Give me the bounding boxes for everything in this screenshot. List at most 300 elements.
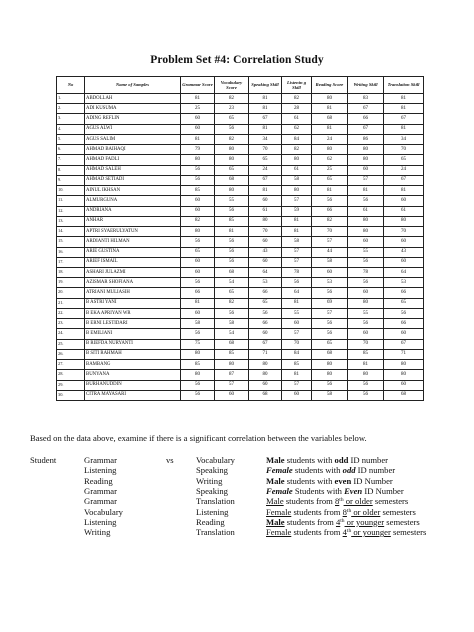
cell-vocabulary: 56 [215, 206, 249, 216]
cell-listening: 78 [282, 267, 312, 277]
cell-speaking: 70 [249, 227, 282, 237]
cell-name: BAMBANG [85, 360, 181, 370]
cell-reading: 69 [312, 298, 348, 308]
condition-suffix: ID number [348, 455, 389, 465]
cell-grammar: 82 [181, 216, 215, 226]
cell-name: ADING REFLIN [85, 114, 181, 124]
cell-reading: 53 [312, 278, 348, 288]
document-title: Problem Set #4: Correlation Study [150, 54, 324, 66]
cell-grammar: 65 [181, 247, 215, 257]
cell-name: APTRI SYAERULYATUN [85, 227, 181, 237]
cell-no: 29. [57, 380, 85, 390]
cell-listening: 81 [282, 370, 312, 380]
cell-no: 4. [57, 124, 85, 134]
cell-name: ABDOLLAH [85, 94, 181, 104]
cell-reading: 82 [312, 216, 348, 226]
cell-listening: 80 [282, 186, 312, 196]
condition-text: students with [292, 465, 343, 476]
cell-vocabulary: 56 [215, 308, 249, 318]
cell-translation: 81 [384, 104, 424, 114]
pair-condition [266, 517, 420, 527]
cell-no: 23. [57, 319, 85, 329]
cell-translation: 65 [384, 298, 424, 308]
cell-reading: 81 [312, 104, 348, 114]
cell-reading: 81 [312, 186, 348, 196]
cell-grammar: 60 [181, 308, 215, 318]
cell-no: 8. [57, 165, 85, 175]
cell-no: 21. [57, 298, 85, 308]
cell-name: AGUS SALIM [85, 134, 181, 144]
cell-translation: 80 [384, 360, 424, 370]
condition-parity: odd [334, 455, 349, 465]
pair-row [30, 517, 450, 527]
cell-grammar: 56 [181, 380, 215, 390]
header-reading: Reading Score [312, 77, 348, 94]
cell-reading: 57 [312, 308, 348, 318]
cell-writing: 60 [348, 237, 384, 247]
cell-vocabulary: 54 [215, 329, 249, 339]
header-name: Name of Samples [85, 77, 181, 94]
cell-vocabulary: 54 [215, 278, 249, 288]
cell-no: 11. [57, 196, 85, 206]
cell-translation: 61 [384, 206, 424, 216]
cell-translation: 67 [384, 175, 424, 185]
cell-listening: 57 [282, 247, 312, 257]
cell-grammar: 60 [181, 196, 215, 206]
cell-listening: 57 [282, 257, 312, 267]
cell-speaking: 60 [249, 237, 282, 247]
cell-writing: 86 [348, 134, 384, 144]
cell-reading: 56 [312, 196, 348, 206]
condition-suffix: ID number [355, 465, 396, 476]
header-speaking: Speaking Skill [249, 77, 282, 94]
cell-listening: 61 [282, 114, 312, 124]
condition-suffix: semesters [380, 506, 416, 517]
cell-grammar: 79 [181, 145, 215, 155]
cell-no: 18. [57, 267, 85, 277]
cell-vocabulary: 85 [215, 349, 249, 359]
cell-writing: 85 [348, 349, 384, 359]
table-row [57, 370, 424, 380]
table-row [57, 247, 424, 257]
pair-row [30, 486, 450, 496]
cell-listening: 61 [282, 165, 312, 175]
cell-reading: 70 [312, 227, 348, 237]
cell-listening: 81 [282, 216, 312, 226]
table-row [57, 94, 424, 104]
cell-speaking: 71 [249, 349, 282, 359]
table-row [57, 206, 424, 216]
cell-grammar: 56 [181, 329, 215, 339]
condition-gender: Male [266, 475, 285, 486]
cell-vocabulary: 56 [215, 124, 249, 134]
pair-variable-1: Grammar [84, 455, 117, 465]
cell-reading: 80 [312, 370, 348, 380]
condition-ordinal: th [346, 507, 352, 514]
cell-vocabulary: 68 [215, 267, 249, 277]
cell-no: 13. [57, 216, 85, 226]
condition-parity: even [334, 475, 352, 486]
cell-no: 6. [57, 145, 85, 155]
table-row [57, 329, 424, 339]
condition-text: students with [284, 455, 335, 465]
cell-translation: 71 [384, 349, 424, 359]
cell-speaking: 66 [249, 288, 282, 298]
pair-variable-1: Listening [84, 465, 117, 476]
cell-vocabulary: 82 [215, 134, 249, 144]
cell-writing: 61 [348, 206, 384, 216]
pair-condition [266, 507, 416, 517]
cell-listening: 82 [282, 94, 312, 104]
cell-translation: 60 [384, 196, 424, 206]
cell-no: 24. [57, 329, 85, 339]
table-row [57, 380, 424, 390]
cell-name: B RIEFDA NURYANTI [85, 339, 181, 349]
condition-ordinal: th [339, 497, 344, 504]
cell-writing: 67 [348, 104, 384, 114]
cell-listening: 58 [282, 175, 312, 185]
pair-condition [266, 486, 404, 496]
cell-grammar: 60 [181, 124, 215, 134]
pair-row [30, 527, 450, 537]
pair-variable-2: Translation [196, 496, 235, 507]
table-row [57, 319, 424, 329]
cell-listening: 57 [282, 380, 312, 390]
cell-grammar: 80 [181, 370, 215, 380]
cell-writing: 55 [348, 247, 384, 257]
cell-listening: 59 [282, 206, 312, 216]
cell-writing: 56 [348, 196, 384, 206]
pair-condition [266, 455, 388, 465]
condition-gender: Female [266, 485, 293, 496]
header-translation: Translation Skill [384, 77, 424, 94]
cell-translation: 68 [384, 390, 424, 400]
cell-name: B SITI RAHMAH [85, 349, 181, 359]
cell-speaking: 81 [249, 104, 282, 114]
cell-grammar: 80 [181, 349, 215, 359]
pair-variable-1: Grammar [84, 485, 117, 496]
cell-reading: 56 [312, 329, 348, 339]
cell-translation: 81 [384, 94, 424, 104]
cell-grammar: 56 [181, 390, 215, 400]
pair-condition [266, 496, 408, 506]
cell-grammar: 85 [181, 360, 215, 370]
cell-no: 3. [57, 114, 85, 124]
cell-name: ATRIANI MULIASIH [85, 288, 181, 298]
table-row [57, 216, 424, 226]
cell-listening: 58 [282, 237, 312, 247]
table-row [57, 267, 424, 277]
cell-speaking: 66 [249, 319, 282, 329]
cell-speaking: 80 [249, 370, 282, 380]
condition-suffix: semesters [390, 527, 427, 538]
cell-speaking: 53 [249, 278, 282, 288]
condition-gender: Female [266, 527, 292, 538]
cell-vocabulary: 56 [215, 237, 249, 247]
cell-no: 10. [57, 186, 85, 196]
cell-reading: 56 [312, 380, 348, 390]
condition-range: or younger [351, 527, 391, 538]
cell-reading: 68 [312, 114, 348, 124]
header-listening: Listenin g Skill [282, 77, 312, 94]
cell-speaking: 70 [249, 145, 282, 155]
cell-name: B ASTRI YANI [85, 298, 181, 308]
cell-translation: 67 [384, 339, 424, 349]
condition-semester-number: 8 [335, 496, 340, 507]
table-row [57, 288, 424, 298]
cell-name: ASHARI JULAZMI [85, 267, 181, 277]
cell-translation: 43 [384, 247, 424, 257]
condition-text: students from [284, 516, 336, 527]
pair-variable-1: Writing [84, 527, 111, 538]
cell-reading: 44 [312, 247, 348, 257]
table-body [57, 94, 424, 401]
cell-reading: 68 [312, 349, 348, 359]
condition-ordinal: th [346, 528, 352, 535]
cell-translation: 65 [384, 155, 424, 165]
pair-variable-1: Vocabulary [84, 506, 123, 517]
cell-vocabulary: 57 [215, 380, 249, 390]
condition-gender: Male [266, 455, 285, 465]
cell-listening: 55 [282, 308, 312, 318]
condition-suffix: ID Number [362, 485, 404, 496]
table-row [57, 134, 424, 144]
header-no: No [57, 77, 85, 94]
condition-range: or older [343, 496, 373, 507]
table-row [57, 298, 424, 308]
cell-grammar: 56 [181, 165, 215, 175]
cell-grammar: 81 [181, 298, 215, 308]
table-row [57, 257, 424, 267]
condition-semester-number: 4 [335, 516, 341, 527]
cell-reading: 81 [312, 124, 348, 134]
cell-grammar: 56 [181, 175, 215, 185]
cell-speaking: 60 [249, 329, 282, 339]
cell-no: 12. [57, 206, 85, 216]
cell-speaking: 60 [249, 196, 282, 206]
cell-listening: 57 [282, 196, 312, 206]
header-grammar: Grammar Score [181, 77, 215, 94]
cell-vocabulary: 80 [215, 155, 249, 165]
cell-name: ARIE GUSTINA [85, 247, 181, 257]
table-row [57, 155, 424, 165]
cell-listening: 70 [282, 339, 312, 349]
pair-row [30, 496, 450, 506]
cell-vocabulary: 80 [215, 145, 249, 155]
pair-variable-2: Writing [196, 475, 223, 486]
cell-no: 14. [57, 227, 85, 237]
cell-translation: 56 [384, 308, 424, 318]
cell-writing: 56 [348, 278, 384, 288]
cell-speaking: 80 [249, 360, 282, 370]
cell-writing: 80 [348, 227, 384, 237]
cell-speaking: 43 [249, 247, 282, 257]
cell-no: 27. [57, 360, 85, 370]
pair-variable-2: Vocabulary [196, 455, 235, 465]
pair-row [30, 465, 450, 475]
cell-no: 1. [57, 94, 85, 104]
cell-speaking: 65 [249, 155, 282, 165]
cell-name: ADI KUSUMA [85, 104, 181, 114]
cell-grammar: 58 [181, 319, 215, 329]
pairs-label: Student [30, 455, 57, 465]
cell-no: 17. [57, 257, 85, 267]
cell-name: AHMAD FADLI [85, 155, 181, 165]
cell-writing: 80 [348, 216, 384, 226]
header-writing: Writing Skill [348, 77, 384, 94]
cell-speaking: 80 [249, 216, 282, 226]
cell-no: 28. [57, 370, 85, 380]
cell-name: ANHAR [85, 216, 181, 226]
cell-translation: 70 [384, 145, 424, 155]
cell-speaking: 61 [249, 206, 282, 216]
cell-translation: 66 [384, 319, 424, 329]
cell-listening: 28 [282, 104, 312, 114]
cell-no: 22. [57, 308, 85, 318]
table-row [57, 175, 424, 185]
cell-no: 20. [57, 288, 85, 298]
cell-speaking: 81 [249, 94, 282, 104]
cell-vocabulary: 68 [215, 339, 249, 349]
cell-writing: 60 [348, 329, 384, 339]
cell-no: 16. [57, 247, 85, 257]
table-row [57, 278, 424, 288]
cell-speaking: 81 [249, 186, 282, 196]
cell-speaking: 67 [249, 339, 282, 349]
cell-writing: 56 [348, 319, 384, 329]
cell-grammar: 81 [181, 94, 215, 104]
cell-vocabulary: 23 [215, 104, 249, 114]
cell-translation: 34 [384, 134, 424, 144]
condition-text: students from [291, 527, 343, 538]
cell-vocabulary: 65 [215, 165, 249, 175]
cell-reading: 65 [312, 175, 348, 185]
cell-grammar: 66 [181, 288, 215, 298]
cell-name: ARIEF ISMAIL [85, 257, 181, 267]
cell-speaking: 67 [249, 175, 282, 185]
cell-name: AINUL IKHSAN [85, 186, 181, 196]
cell-reading: 58 [312, 390, 348, 400]
cell-listening: 84 [282, 349, 312, 359]
cell-no: 26. [57, 349, 85, 359]
cell-name: B ERNI LESTIDARI [85, 319, 181, 329]
cell-translation: 80 [384, 216, 424, 226]
cell-writing: 80 [348, 155, 384, 165]
cell-vocabulary: 82 [215, 94, 249, 104]
cell-reading: 58 [312, 257, 348, 267]
pair-variable-2: Translation [196, 527, 235, 538]
cell-vocabulary: 82 [215, 298, 249, 308]
cell-grammar: 60 [181, 206, 215, 216]
pair-variable-1: Listening [84, 516, 117, 527]
condition-range: or older [351, 506, 381, 517]
cell-listening: 81 [282, 298, 312, 308]
cell-vocabulary: 80 [215, 360, 249, 370]
condition-parity: Even [344, 485, 363, 496]
cell-name: B EKA APRIYAN WR [85, 308, 181, 318]
table-row [57, 227, 424, 237]
condition-semester-number: 8 [342, 506, 347, 517]
cell-writing: 78 [348, 267, 384, 277]
cell-grammar: 85 [181, 186, 215, 196]
cell-grammar: 60 [181, 257, 215, 267]
table-row [57, 308, 424, 318]
cell-name: B EMILIANI [85, 329, 181, 339]
cell-no: 9. [57, 175, 85, 185]
table-row [57, 124, 424, 134]
cell-translation: 53 [384, 278, 424, 288]
cell-speaking: 64 [249, 267, 282, 277]
cell-vocabulary: 80 [215, 186, 249, 196]
cell-name: AZISMAR SHOFIANA [85, 278, 181, 288]
table-row [57, 165, 424, 175]
pair-condition [266, 465, 395, 475]
pair-variable-2: Speaking [196, 465, 228, 476]
cell-listening: 57 [282, 329, 312, 339]
cell-reading: 65 [312, 339, 348, 349]
cell-name: AHMAD SALEH [85, 165, 181, 175]
cell-grammar: 80 [181, 155, 215, 165]
cell-writing: 55 [348, 308, 384, 318]
pair-variable-2: Speaking [196, 485, 228, 496]
cell-listening: 62 [282, 124, 312, 134]
cell-name: ANDRIANA [85, 206, 181, 216]
cell-reading: 24 [312, 134, 348, 144]
cell-grammar: 60 [181, 114, 215, 124]
cell-no: 30. [57, 390, 85, 400]
pair-vs: vs [166, 455, 174, 465]
cell-translation: 60 [384, 380, 424, 390]
cell-grammar: 25 [181, 104, 215, 114]
condition-text: students from [291, 506, 343, 517]
cell-no: 5. [57, 134, 85, 144]
cell-translation: 80 [384, 370, 424, 380]
pair-variable-1: Reading [84, 475, 113, 486]
pair-condition [266, 476, 393, 486]
cell-translation: 81 [384, 124, 424, 134]
cell-grammar: 81 [181, 134, 215, 144]
cell-name: ARDIANTI HILMAN [85, 237, 181, 247]
cell-vocabulary: 56 [215, 247, 249, 257]
cell-speaking: 34 [249, 134, 282, 144]
cell-speaking: 56 [249, 308, 282, 318]
cell-listening: 80 [282, 155, 312, 165]
cell-writing: 83 [348, 94, 384, 104]
cell-name: AGUS ALWI [85, 124, 181, 134]
condition-gender: Male [266, 496, 284, 507]
cell-listening: 85 [282, 360, 312, 370]
cell-no: 15. [57, 237, 85, 247]
cell-listening: 82 [282, 145, 312, 155]
condition-range: or younger [344, 516, 385, 527]
cell-translation: 60 [384, 257, 424, 267]
condition-gender: Male [266, 516, 285, 527]
cell-vocabulary: 65 [215, 114, 249, 124]
cell-writing: 80 [348, 145, 384, 155]
cell-speaking: 60 [249, 380, 282, 390]
table-header-row [57, 77, 424, 94]
cell-listening: 64 [282, 288, 312, 298]
cell-listening: 56 [282, 278, 312, 288]
cell-reading: 80 [312, 94, 348, 104]
cell-translation: 70 [384, 227, 424, 237]
cell-vocabulary: 65 [215, 288, 249, 298]
table-row [57, 196, 424, 206]
cell-listening: 84 [282, 134, 312, 144]
pair-variable-2: Listening [196, 506, 229, 517]
cell-no: 25. [57, 339, 85, 349]
cell-translation: 24 [384, 165, 424, 175]
